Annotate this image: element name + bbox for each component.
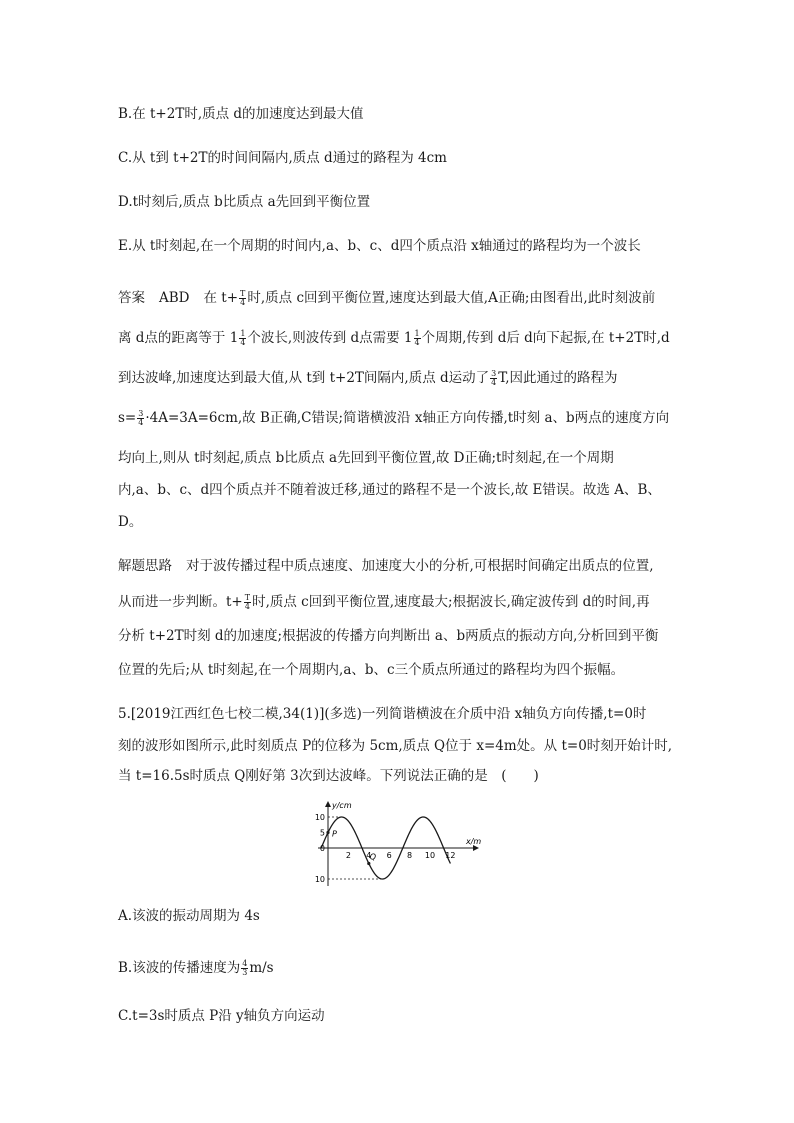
question5-line-3: 当 t=16.5s时质点 Q刚好第 3次到达波峰。下列说法正确的是 ( ) bbox=[118, 768, 539, 784]
option-c: C.从 t到 t+2T的时间间隔内,质点 d通过的路程为 4cm bbox=[118, 150, 447, 166]
fraction: $\frac{1}{4}$ bbox=[240, 329, 246, 347]
x-axis-label: x/m bbox=[466, 837, 482, 846]
thinking-line-4: 位置的先后;从 t时刻起,在一个周期内,a、b、c三个质点所通过的路程均为四个振幅。 bbox=[118, 662, 625, 678]
question5-line-1: 5.[2019江西红色七校二模,34(1)](多选)一列简谐横波在介质中沿 x轴负方向传播,t=0时 bbox=[118, 706, 647, 722]
fraction: $\frac{1}{4}$ bbox=[414, 329, 420, 347]
answer-text: s= bbox=[118, 410, 137, 426]
y-axis-label: y/cm bbox=[332, 801, 352, 810]
q5-option-c: C.t=3s时质点 P沿 y轴负方向运动 bbox=[118, 1008, 325, 1024]
point-p bbox=[326, 831, 329, 834]
q5-option-b-unit: m/s bbox=[249, 960, 274, 976]
thinking-text: 对于波传播过程中质点速度、加速度大小的分析,可根据时间确定出质点的位置, bbox=[186, 558, 654, 574]
point-q bbox=[367, 862, 370, 865]
answer-line-4 bbox=[118, 408, 669, 428]
answer-text: ·4A=3A=6cm,故 B正确,C错误;简谐横波沿 x轴正方向传播,t时刻 a、b两点的速度方向 bbox=[145, 410, 670, 426]
answer-line-6: 内,a、b、c、d四个质点并不随着波迁移,通过的路程不是一个波长,故 E错误。故选 A、B、 bbox=[118, 482, 661, 498]
thinking-text: 从而进一步判断。t+ bbox=[118, 594, 243, 610]
answer-text: 离 d点的距离等于 1 bbox=[118, 330, 239, 346]
thinking-label: 解题思路 bbox=[118, 558, 172, 574]
option-d: D.t时刻后,质点 b比质点 a先回到平衡位置 bbox=[118, 194, 371, 210]
answer-text: 时,质点 c回到平衡位置,速度达到最大值,A正确;由图看出,此时刻波前 bbox=[247, 290, 656, 306]
answer-choice: ABD bbox=[159, 290, 190, 306]
answer-line-1 bbox=[118, 288, 655, 308]
q5-option-b-text: B.该波的传播速度为 bbox=[118, 960, 241, 976]
x-tick-label: 8 bbox=[407, 851, 413, 860]
answer-text: 到达波峰,加速度达到最大值,从 t到 t+2T间隔内,质点 d运动了 bbox=[118, 370, 490, 386]
answer-line-7: D。 bbox=[118, 514, 143, 530]
x-tick-label: 4 bbox=[366, 851, 372, 860]
x-tick-label: 2 bbox=[345, 851, 351, 860]
y-tick-label: 5 bbox=[319, 828, 325, 838]
fraction: $\frac{T}{4}$ bbox=[244, 593, 251, 611]
answer-line-5: 均向上,则从 t时刻起,质点 b比质点 a先回到平衡位置,故 D正确;t时刻起,在一个周期 bbox=[118, 450, 614, 466]
q5-option-a: A.该波的振动周期为 4s bbox=[118, 908, 260, 924]
y-tick-label: 10 bbox=[314, 813, 325, 822]
thinking-text: 时,质点 c回到平衡位置,速度最大;根据波长,确定波传到 d的时间,再 bbox=[252, 594, 650, 610]
fraction: $\frac{4}{3}$ bbox=[242, 959, 248, 977]
wave-figure bbox=[300, 798, 490, 890]
answer-text: 个周期,传到 d后 d向下起振,在 t+2T时,d bbox=[421, 330, 670, 346]
x-tick-label: 10 bbox=[424, 851, 436, 860]
answer-text: 个波长,则波传到 d点需要 1 bbox=[247, 330, 413, 346]
label-q: Q bbox=[369, 852, 377, 862]
y-tick-label: 10 bbox=[314, 875, 325, 884]
thinking-line-3: 分析 t+2T时刻 d的加速度;根据波的传播方向判断出 a、b两质点的振动方向,分析回到平衡 bbox=[118, 628, 659, 644]
x-tick-label: 6 bbox=[386, 851, 392, 860]
fraction: $\frac{3}{4}$ bbox=[138, 409, 144, 427]
answer-text: T,因此通过的路程为 bbox=[498, 370, 618, 386]
thinking-line-2 bbox=[118, 592, 650, 612]
answer-label: 答案 bbox=[118, 290, 145, 306]
q5-option-b bbox=[118, 958, 274, 978]
answer-line-2 bbox=[118, 328, 670, 348]
option-b: B.在 t+2T时,质点 d的加速度达到最大值 bbox=[118, 106, 364, 122]
fraction: $\frac{3}{4}$ bbox=[491, 369, 497, 387]
y-tick-label: 0 bbox=[319, 844, 325, 853]
option-e: E.从 t时刻起,在一个周期的时间内,a、b、c、d四个质点沿 x轴通过的路程均为一个波长 bbox=[118, 238, 641, 254]
question5-line-2: 刻的波形如图所示,此时刻质点 P的位移为 5cm,质点 Q位于 x=4m处。从 t=0时刻开始计时, bbox=[118, 738, 673, 754]
fraction: $\frac{T}{4}$ bbox=[240, 289, 246, 307]
label-p: P bbox=[332, 829, 337, 839]
answer-line-3 bbox=[118, 368, 618, 388]
answer-text: 在 t+ bbox=[203, 290, 239, 306]
thinking-line-1 bbox=[118, 556, 654, 576]
x-tick-label: 12 bbox=[445, 851, 456, 860]
